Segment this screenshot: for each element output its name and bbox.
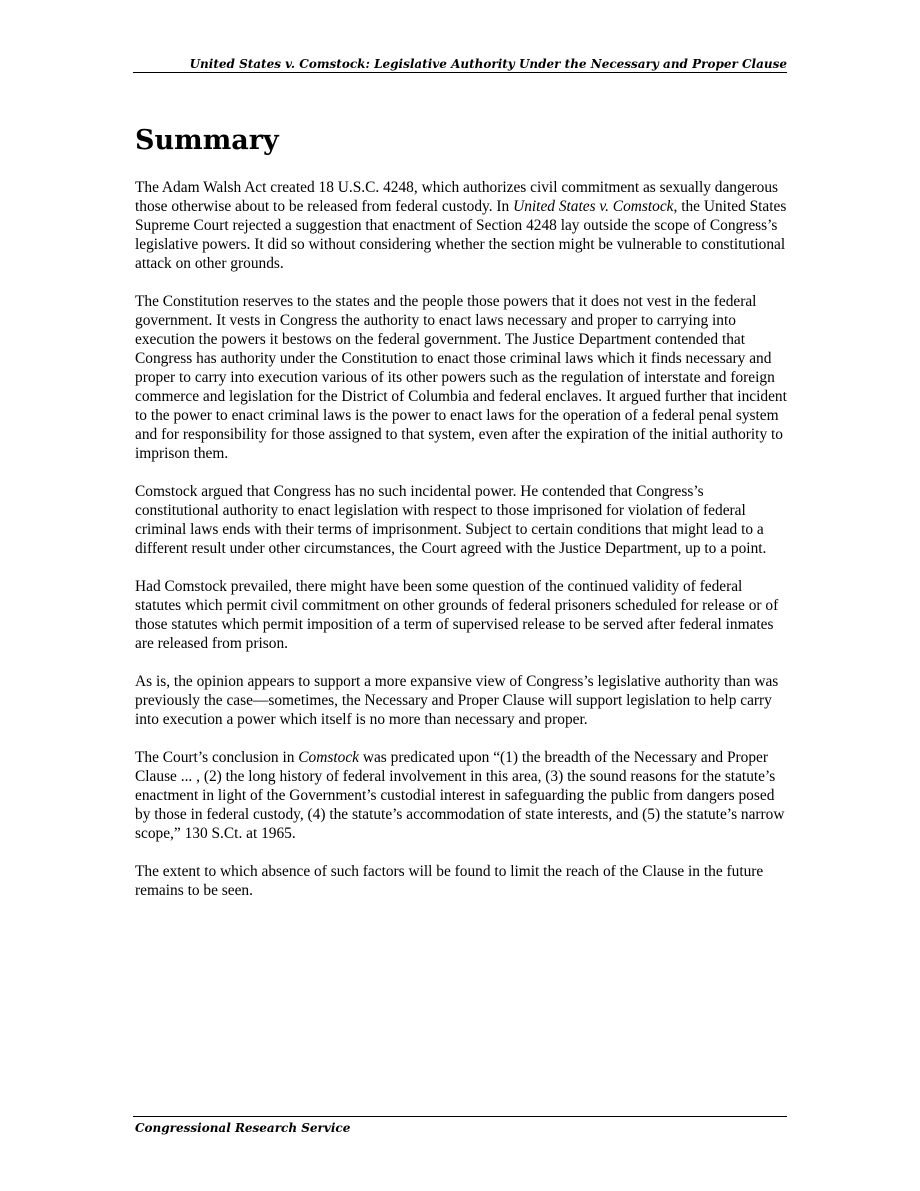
section-title: Summary — [135, 125, 279, 156]
running-header: United States v. Comstock: Legislative Authority Under the Necessary and Proper Clause — [189, 57, 787, 71]
paragraph-6-text-a: The Court’s conclusion in — [135, 749, 299, 766]
paragraph-6-text-b: was predicated upon “(1) the breadth of the Necessary and Proper Clause ... , (2) the long history of federal involvement in this area, (3) the sound reasons for the statute’s enactment in light of the Government’s custodial interest in safeguarding the public from dangers posed by those in federal custody, (4) the statute’s accommodation of state interests, and (5) the statute’s narrow scope,” 130 S.Ct. at 1965. — [135, 749, 785, 842]
paragraph-5: As is, the opinion appears to support a more expansive view of Congress’s legislative authority than was previously the case—sometimes, the Necessary and Proper Clause will support legislation to help carry into execution a power which itself is no more than necessary and proper. — [135, 673, 779, 728]
paragraph-3: Comstock argued that Congress has no such incidental power. He contended that Congress’s constitutional authority to enact legislation with respect to those imprisoned for violation of federal criminal laws ends with their terms of imprisonment. Subject to certain conditions that might lead to a different result under other circumstances, the Court agreed with the Justice Department, up to a point. — [135, 483, 767, 557]
paragraph-6 — [135, 748, 787, 843]
case-name-italic: United States v. Comstock — [513, 198, 674, 215]
footer-divider — [133, 1116, 787, 1117]
paragraph-1 — [135, 178, 787, 273]
paragraph-1-text-a: The Adam Walsh Act created 18 U.S.C. 4248, which authorizes civil commitment as sexually dangerous those otherwise about to be released from federal custody. In — [135, 179, 779, 215]
header-divider — [133, 72, 787, 73]
case-name-italic: Comstock — [298, 749, 359, 766]
summary-body — [135, 178, 787, 919]
paragraph-1-text-b: , the United States Supreme Court rejected a suggestion that enactment of Section 4248 lay outside the scope of Congress’s legislative powers. It did so without considering whether the section might be vulnerable to constitutional attack on other grounds. — [135, 198, 787, 272]
paragraph-2: The Constitution reserves to the states and the people those powers that it does not vest in the federal government. It vests in Congress the authority to enact laws necessary and proper to carrying into execution the powers it bestows on the federal government. The Justice Department contended that Congress has authority under the Constitution to enact those criminal laws which it finds necessary and proper to carry into execution various of its other powers such as the regulation of interstate and foreign commerce and legislation for the District of Columbia and federal enclaves. It argued further that incident to the power to enact criminal laws is the power to enact laws for the operation of a federal penal system and for responsibility for those assigned to that system, even after the expiration of the initial authority to imprison them. — [135, 293, 787, 462]
paragraph-7: The extent to which absence of such factors will be found to limit the reach of the Clause in the future remains to be seen. — [135, 863, 764, 899]
running-footer: Congressional Research Service — [135, 1121, 351, 1135]
paragraph-4: Had Comstock prevailed, there might have been some question of the continued validity of federal statutes which permit civil commitment on other grounds of federal prisoners scheduled for release or of those statutes which permit imposition of a term of supervised release to be served after federal inmates are released from prison. — [135, 578, 779, 652]
